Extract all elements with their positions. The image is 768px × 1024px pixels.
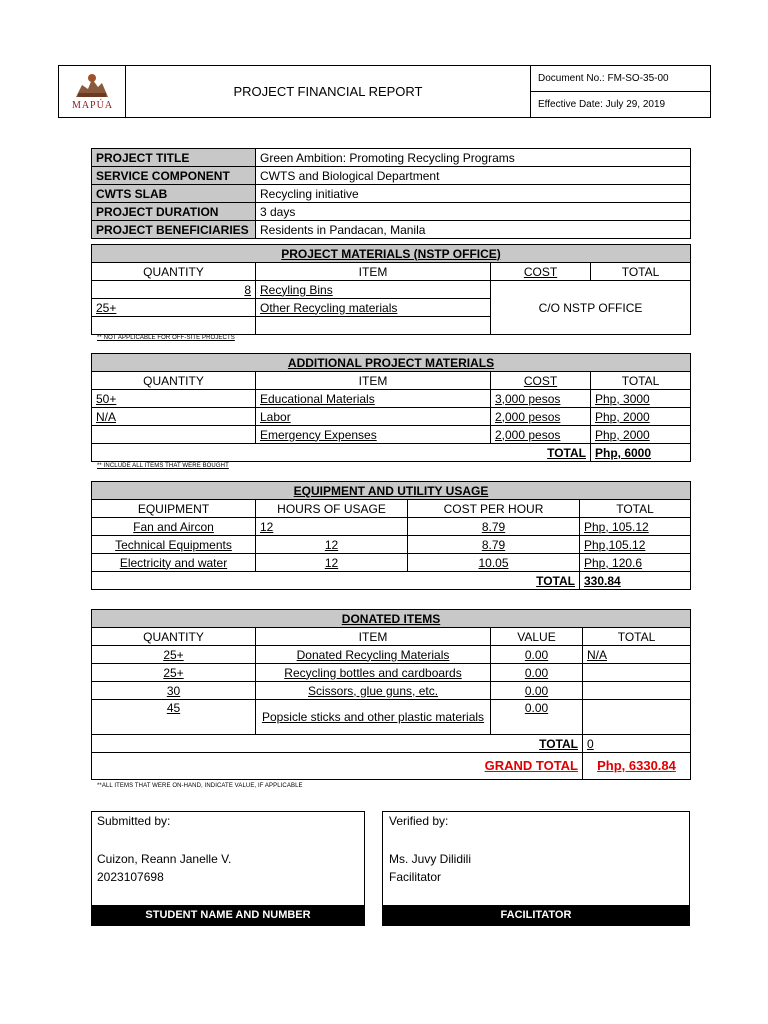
mapua-seal-icon <box>72 71 112 99</box>
column-header: TOTAL <box>583 628 691 646</box>
info-label: CWTS SLAB <box>92 185 256 203</box>
effective-date: Effective Date: July 29, 2019 <box>538 99 666 110</box>
table-row <box>92 221 691 239</box>
table-header-row <box>92 372 691 390</box>
hours-cell: 12 <box>256 536 408 554</box>
donated-items-table <box>91 609 691 780</box>
equipment-cell: Electricity and water <box>92 554 256 572</box>
additional-note: ** INCLUDE ALL ITEMS THAT WERE BOUGHT <box>97 463 229 469</box>
submitted-by-box <box>91 811 365 926</box>
table-header-row <box>92 628 691 646</box>
total-cell <box>583 700 691 735</box>
value-cell: 0.00 <box>491 646 583 664</box>
project-info-table <box>91 148 691 239</box>
donated-note: **ALL ITEMS THAT WERE ON-HAND, INDICATE VALUE, IF APPLICABLE <box>97 783 303 789</box>
item-cell: Donated Recycling Materials <box>256 646 491 664</box>
merged-cost-cell: C/O NSTP OFFICE <box>491 281 691 335</box>
item-cell: Emergency Expenses <box>256 426 491 444</box>
grand-total-row <box>92 753 691 780</box>
quantity-cell: 25+ <box>92 664 256 682</box>
info-value: Green Ambition: Promoting Recycling Programs <box>256 149 691 167</box>
column-header: QUANTITY <box>92 628 256 646</box>
total-value: 0 <box>583 735 691 753</box>
column-header: COST <box>491 263 591 281</box>
equipment-usage-table <box>91 481 691 590</box>
grand-total-label: GRAND TOTAL <box>92 753 583 780</box>
table-row <box>92 536 691 554</box>
item-cell: Recycling bottles and cardboards <box>256 664 491 682</box>
table-row <box>92 390 691 408</box>
column-header: HOURS OF USAGE <box>256 500 408 518</box>
item-cell: Other Recycling materials <box>256 299 491 317</box>
quantity-cell <box>92 317 256 335</box>
student-footer-bar: STUDENT NAME AND NUMBER <box>92 905 364 925</box>
table-row <box>92 700 691 735</box>
column-header: ITEM <box>256 372 491 390</box>
value-cell: 0.00 <box>491 682 583 700</box>
hours-cell: 12 <box>256 554 408 572</box>
column-header: QUANTITY <box>92 372 256 390</box>
additional-materials-table <box>91 353 691 462</box>
total-label: TOTAL <box>92 572 580 590</box>
cost-cell: 8.79 <box>408 536 580 554</box>
hours-cell: 12 <box>256 518 408 536</box>
table-row <box>92 664 691 682</box>
facilitator-name: Ms. Juvy Dilidili <box>389 852 472 866</box>
total-cell: Php, 105.12 <box>580 518 691 536</box>
table-header-row <box>92 263 691 281</box>
total-row <box>92 735 691 753</box>
table-row <box>92 149 691 167</box>
table-row <box>92 518 691 536</box>
total-value: 330.84 <box>580 572 691 590</box>
table-row <box>92 185 691 203</box>
quantity-cell: 45 <box>92 700 256 735</box>
info-label: SERVICE COMPONENT <box>92 167 256 185</box>
item-cell: Scissors, glue guns, etc. <box>256 682 491 700</box>
total-cell: Php,105.12 <box>580 536 691 554</box>
grand-total-value: Php, 6330.84 <box>583 753 691 780</box>
table-row <box>92 682 691 700</box>
info-label: PROJECT DURATION <box>92 203 256 221</box>
table-row <box>92 167 691 185</box>
document-number: Document No.: FM-SO-35-00 <box>531 66 711 92</box>
logo-text: MAPÚA <box>71 100 114 111</box>
total-value: Php, 6000 <box>591 444 691 462</box>
total-row <box>92 572 691 590</box>
total-cell: Php, 2000 <box>591 426 691 444</box>
table-row <box>92 281 691 299</box>
project-materials-table <box>91 244 691 335</box>
info-label: PROJECT BENEFICIARIES <box>92 221 256 239</box>
facilitator-footer-bar: FACILITATOR <box>383 905 689 925</box>
table-row <box>92 646 691 664</box>
verified-by-box <box>382 811 690 926</box>
info-label: PROJECT TITLE <box>92 149 256 167</box>
item-cell: Labor <box>256 408 491 426</box>
cost-cell: 3,000 pesos <box>491 390 591 408</box>
column-header: COST PER HOUR <box>408 500 580 518</box>
table-row <box>92 408 691 426</box>
equipment-cell: Technical Equipments <box>92 536 256 554</box>
section-title: EQUIPMENT AND UTILITY USAGE <box>92 482 691 500</box>
cost-cell: 2,000 pesos <box>491 426 591 444</box>
column-header: VALUE <box>491 628 583 646</box>
item-cell <box>256 317 491 335</box>
column-header: COST <box>491 372 591 390</box>
cost-cell: 10.05 <box>408 554 580 572</box>
quantity-cell <box>92 426 256 444</box>
logo-cell <box>59 66 126 117</box>
total-cell: Php, 3000 <box>591 390 691 408</box>
column-header: QUANTITY <box>92 263 256 281</box>
info-value: CWTS and Biological Department <box>256 167 691 185</box>
section-title: PROJECT MATERIALS (NSTP OFFICE) <box>92 245 691 263</box>
materials-note: ** NOT APPLICABLE FOR OFF-SITE PROJECTS <box>97 335 235 341</box>
table-header-row <box>92 500 691 518</box>
total-cell: Php, 120.6 <box>580 554 691 572</box>
cost-cell: 8.79 <box>408 518 580 536</box>
facilitator-role: Facilitator <box>389 870 442 884</box>
total-cell <box>583 682 691 700</box>
quantity-cell: 8 <box>92 281 256 299</box>
table-row <box>92 554 691 572</box>
quantity-cell: 30 <box>92 682 256 700</box>
quantity-cell: N/A <box>92 408 256 426</box>
total-cell <box>583 664 691 682</box>
item-cell: Popsicle sticks and other plastic materials <box>256 700 491 735</box>
verified-by-label: Verified by: <box>389 814 449 828</box>
column-header: ITEM <box>256 263 491 281</box>
quantity-cell: 50+ <box>92 390 256 408</box>
column-header: ITEM <box>256 628 491 646</box>
quantity-cell: 25+ <box>92 299 256 317</box>
value-cell: 0.00 <box>491 700 583 735</box>
column-header: TOTAL <box>591 372 691 390</box>
total-label: TOTAL <box>92 735 583 753</box>
column-header: EQUIPMENT <box>92 500 256 518</box>
total-row <box>92 444 691 462</box>
item-cell: Recyling Bins <box>256 281 491 299</box>
section-title: DONATED ITEMS <box>92 610 691 628</box>
total-cell: Php, 2000 <box>591 408 691 426</box>
equipment-cell: Fan and Aircon <box>92 518 256 536</box>
value-cell: 0.00 <box>491 664 583 682</box>
info-value: 3 days <box>256 203 691 221</box>
column-header: TOTAL <box>580 500 691 518</box>
submitted-by-label: Submitted by: <box>97 814 171 828</box>
student-name: Cuizon, Reann Janelle V. <box>97 852 232 866</box>
total-label: TOTAL <box>92 444 591 462</box>
total-cell: N/A <box>583 646 691 664</box>
document-header <box>58 65 711 118</box>
info-value: Residents in Pandacan, Manila <box>256 221 691 239</box>
student-number: 2023107698 <box>97 870 164 884</box>
table-row <box>92 203 691 221</box>
table-row <box>92 426 691 444</box>
section-title: ADDITIONAL PROJECT MATERIALS <box>92 354 691 372</box>
report-title: PROJECT FINANCIAL REPORT <box>126 66 531 117</box>
info-value: Recycling initiative <box>256 185 691 203</box>
cost-cell: 2,000 pesos <box>491 408 591 426</box>
item-cell: Educational Materials <box>256 390 491 408</box>
column-header: TOTAL <box>591 263 691 281</box>
quantity-cell: 25+ <box>92 646 256 664</box>
